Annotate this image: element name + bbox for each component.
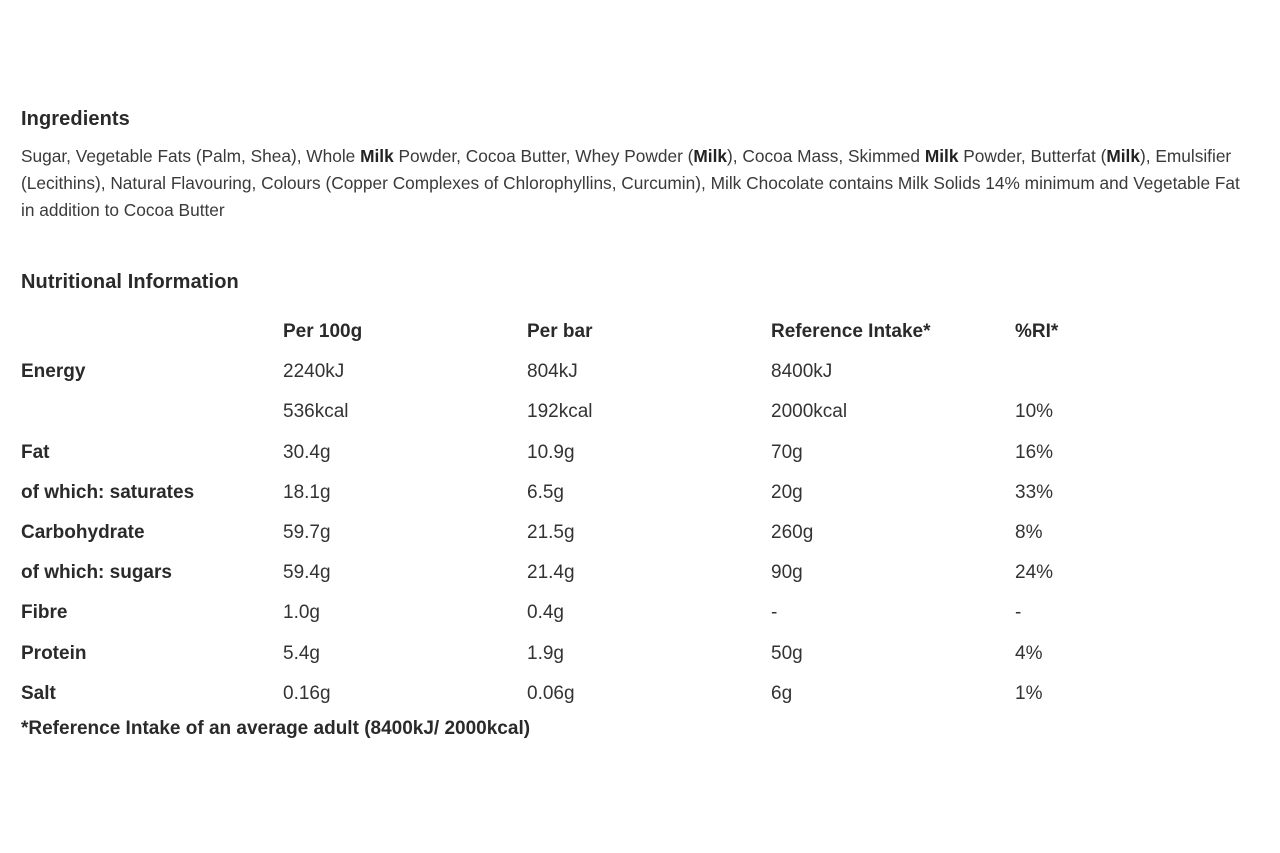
nutrient-name [21, 392, 283, 432]
table-row [21, 593, 1115, 633]
ingredients-section [21, 108, 1251, 224]
nutrient-name: Fat [21, 441, 50, 463]
nutrient-name: Protein [21, 642, 87, 664]
table-row [21, 553, 1115, 593]
table-row [21, 433, 1115, 473]
nutrient-name: Carbohydrate [21, 522, 145, 544]
nutrient-name: of which: saturates [21, 481, 195, 503]
per-bar-value: 21.5g [527, 522, 575, 544]
reference-intake-value: 20g [771, 481, 803, 503]
header-cell-per-bar: Per bar [527, 321, 593, 343]
percent-ri-value [1015, 352, 1115, 392]
allergen-milk: Milk [360, 146, 394, 166]
per-100g-value: 536kcal [283, 401, 349, 423]
per-100g-value: 30.4g [283, 441, 331, 463]
nutrient-name: Energy [21, 361, 86, 383]
table-row [21, 674, 1115, 714]
per-100g-value: 18.1g [283, 481, 331, 503]
reference-intake-value: 70g [771, 441, 803, 463]
table-row [21, 352, 1115, 392]
allergen-milk: Milk [924, 146, 959, 166]
per-bar-value: 6.5g [527, 481, 564, 503]
ingredients-segment: Powder, Cocoa Butter, Whey Powder ( [393, 146, 694, 166]
per-100g-value: 0.16g [283, 682, 331, 704]
per-bar-value: 192kcal [527, 401, 593, 423]
ingredients-segment: Sugar, Vegetable Fats (Palm, Shea), Whole [21, 146, 361, 166]
table-row [21, 513, 1115, 553]
reference-intake-value: 90g [771, 562, 803, 584]
header-cell-reference-intake: Reference Intake* [771, 321, 931, 343]
reference-intake-footnote: *Reference Intake of an average adult (8400kJ/ 2000kcal) [21, 717, 531, 739]
per-bar-value: 0.4g [527, 602, 564, 624]
per-bar-value: 804kJ [527, 361, 578, 383]
percent-ri-value: 1% [1015, 682, 1043, 704]
allergen-milk: Milk [693, 146, 727, 166]
table-row [21, 392, 1115, 432]
per-100g-value: 59.4g [283, 562, 331, 584]
product-info [21, 108, 1251, 740]
reference-intake-value: 50g [771, 642, 803, 664]
percent-ri-value: - [1015, 602, 1022, 624]
per-bar-value: 10.9g [527, 441, 575, 463]
reference-intake-value: - [771, 602, 778, 624]
ingredients-title: Ingredients [21, 108, 130, 130]
percent-ri-value: 4% [1015, 642, 1043, 664]
percent-ri-value: 24% [1015, 562, 1054, 584]
nutrition-title: Nutritional Information [21, 271, 239, 293]
percent-ri-value: 16% [1015, 441, 1054, 463]
reference-intake-value: 8400kJ [771, 361, 833, 383]
percent-ri-value: 10% [1015, 401, 1054, 423]
reference-intake-value: 260g [771, 522, 814, 544]
allergen-milk: Milk [1106, 146, 1140, 166]
nutrition-table [21, 312, 1115, 714]
table-row [21, 634, 1115, 674]
per-100g-value: 1.0g [283, 602, 320, 624]
header-cell-per-100g: Per 100g [283, 321, 363, 343]
ingredients-text [21, 143, 1249, 224]
per-100g-value: 2240kJ [283, 361, 345, 383]
header-cell-label [21, 312, 283, 352]
nutrient-name: of which: sugars [21, 562, 172, 584]
nutrient-name: Salt [21, 682, 56, 704]
per-100g-value: 5.4g [283, 642, 320, 664]
ingredients-segment: ), Emulsifier (Lecithins), Natural Flavouring, Colours (Copper Complexes of Chlorophyllins, Curcumin), Milk Chocolate contains Milk Solids 14% minimum and Vegetable Fat in addition to Cocoa Butter [21, 146, 1240, 220]
ingredients-segment: ), Cocoa Mass, Skimmed [727, 146, 925, 166]
nutrient-name: Fibre [21, 602, 68, 624]
reference-intake-value: 6g [771, 682, 793, 704]
table-header-row [21, 312, 1115, 352]
table-row [21, 473, 1115, 513]
ingredients-segment: Powder, Butterfat ( [958, 146, 1107, 166]
header-cell-percent-ri: %RI* [1015, 321, 1059, 343]
per-bar-value: 1.9g [527, 642, 564, 664]
percent-ri-value: 8% [1015, 522, 1043, 544]
per-bar-value: 0.06g [527, 682, 575, 704]
percent-ri-value: 33% [1015, 481, 1054, 503]
reference-intake-value: 2000kcal [771, 401, 848, 423]
nutrition-section [21, 271, 1251, 740]
per-bar-value: 21.4g [527, 562, 575, 584]
per-100g-value: 59.7g [283, 522, 331, 544]
